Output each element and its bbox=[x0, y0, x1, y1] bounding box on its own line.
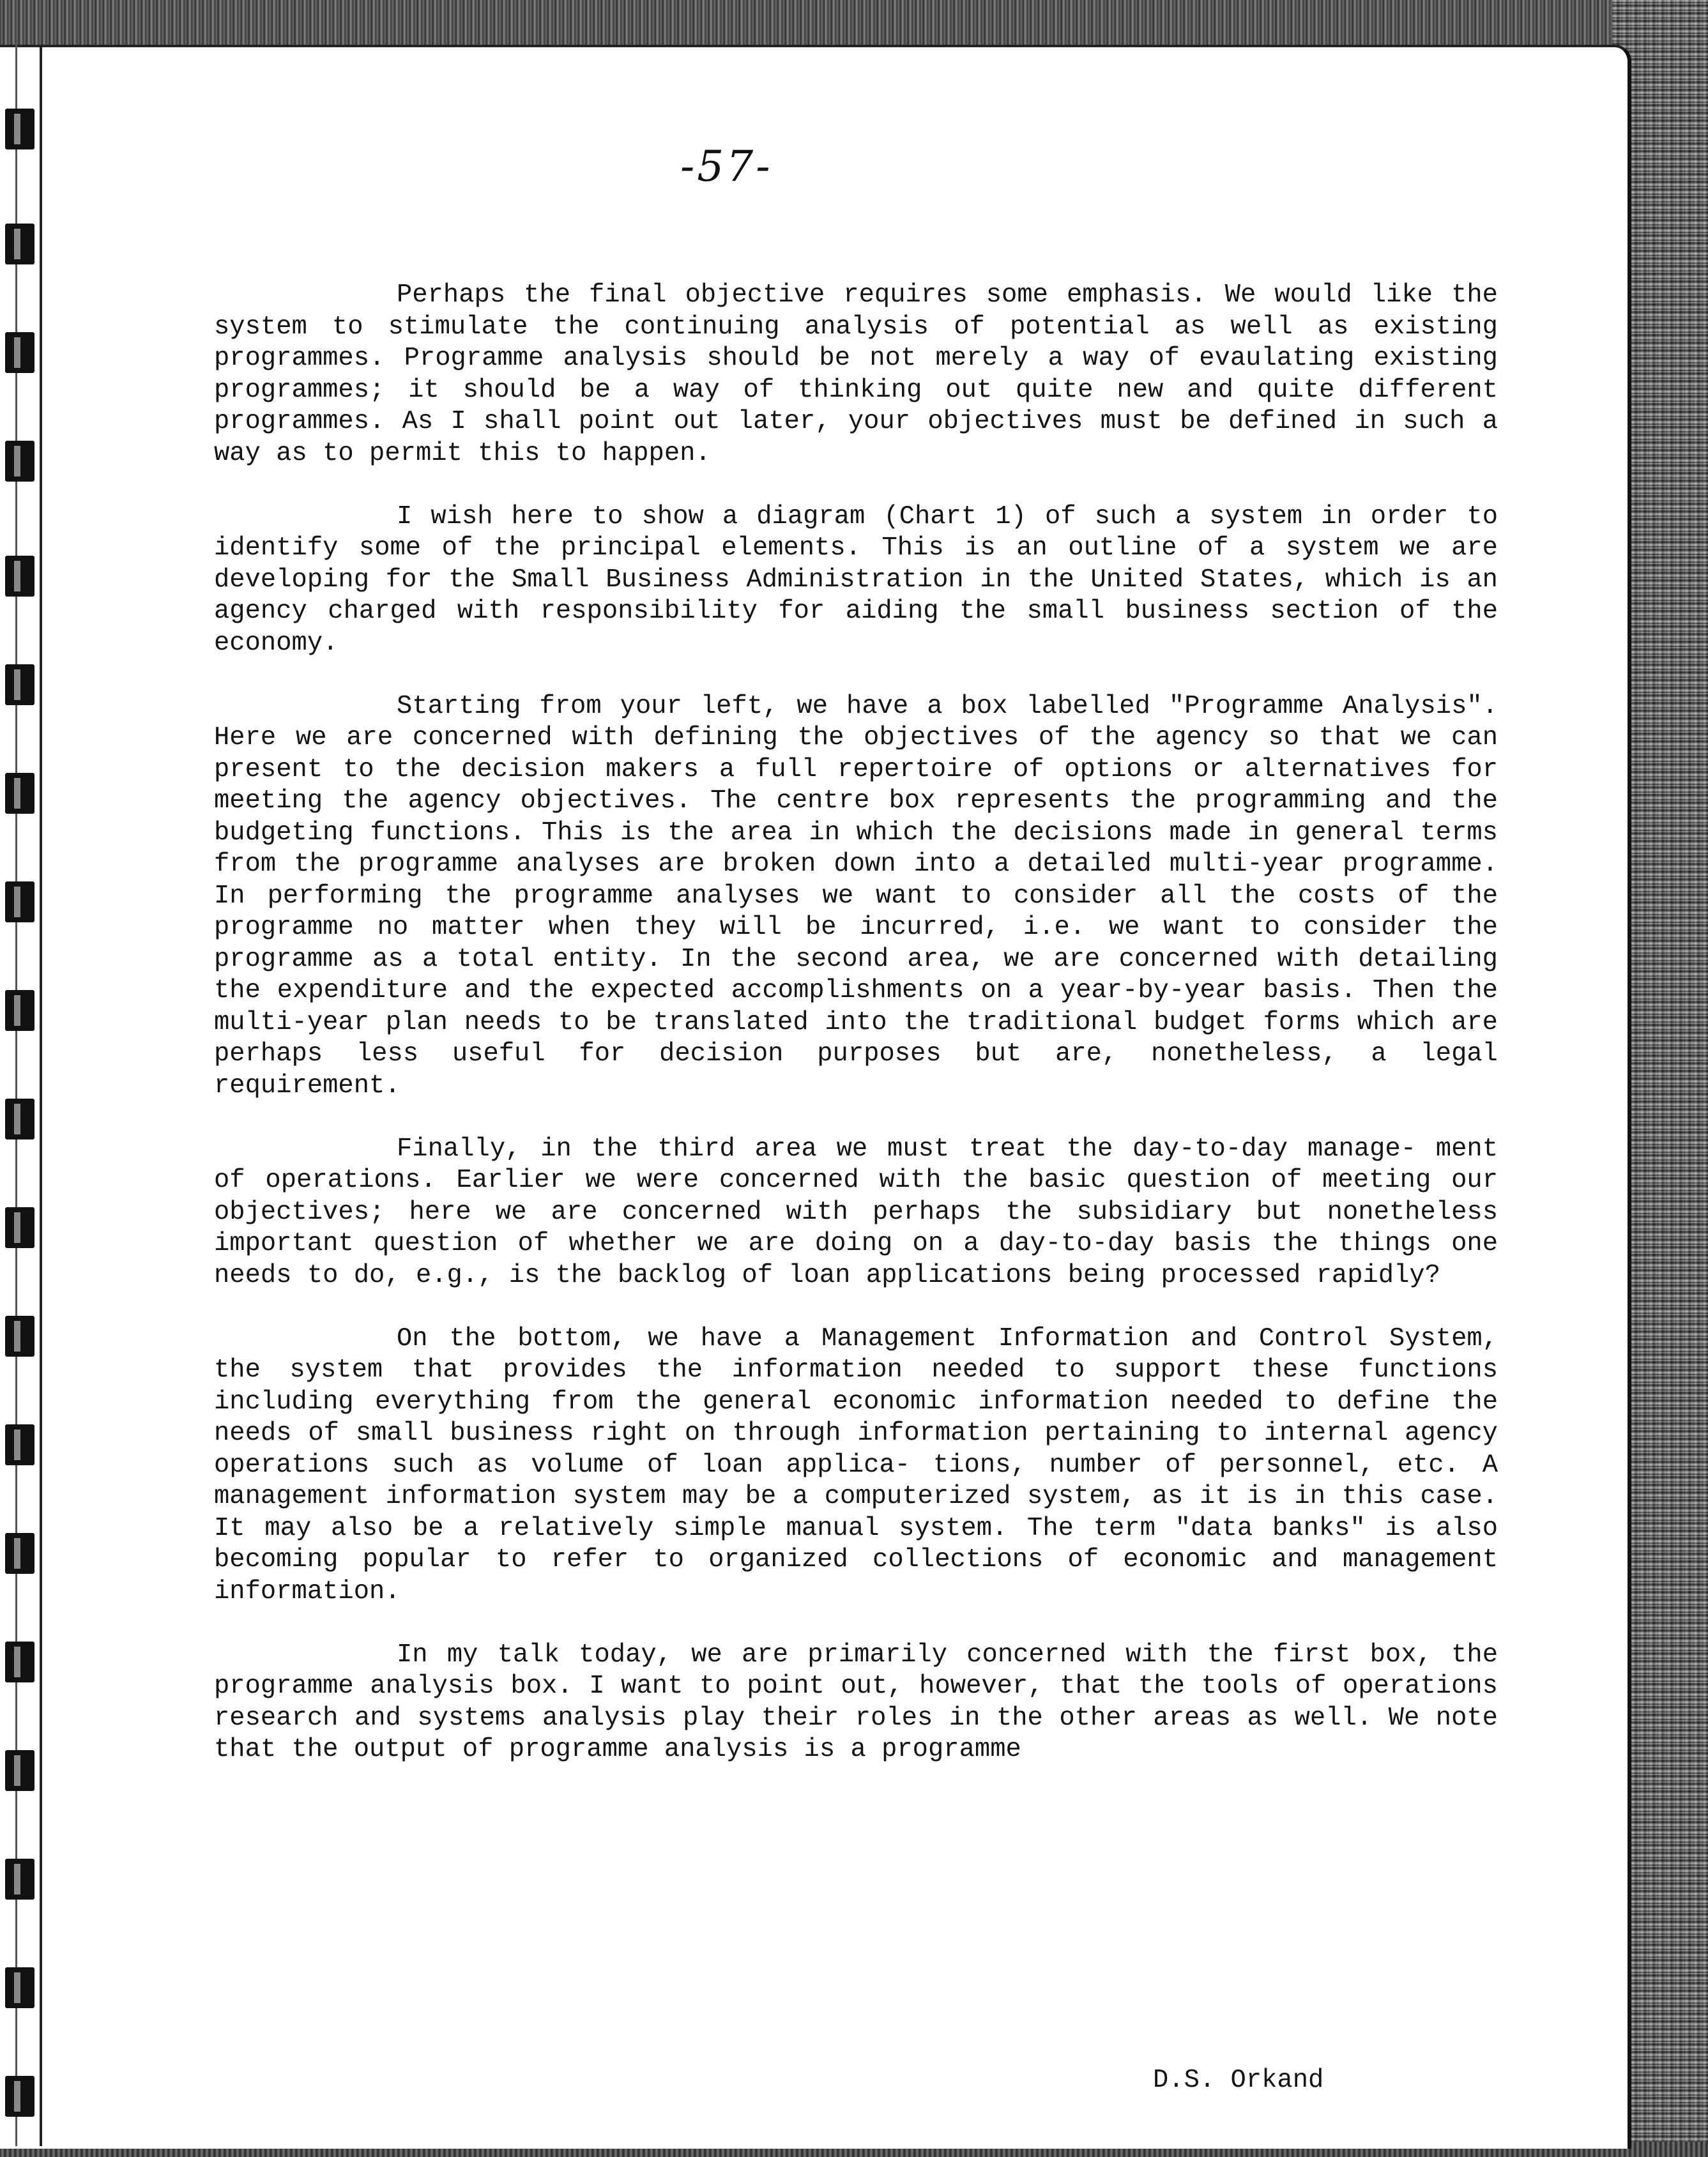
binding-ring bbox=[5, 2076, 34, 2117]
body-text bbox=[214, 280, 1498, 1797]
paragraph: Perhaps the final objective requires some emphasis. We would like the system to stimulate the continuing analysis of potential as well as existing programmes. Programme analysis should be not merely a way of evaulating existing programmes; it should be a way of thinking out quite new and quite different programmes. As I shall point out later, your objectives must be defined in such a way as to permit this to happen. bbox=[214, 280, 1498, 468]
binding-ring bbox=[5, 1207, 34, 1248]
binding-ring bbox=[5, 990, 34, 1031]
binding-ring bbox=[5, 332, 34, 373]
paragraph: I wish here to show a diagram (Chart 1) of such a system in order to identify some of the principal elements. This is an outline of a system we are developing for the Small Business Administration in the United States, which is an agency charged with responsibility for aiding the small business section of the economy. bbox=[214, 501, 1498, 658]
paragraph: Starting from your left, we have a box labelled "Programme Analysis". Here we are concerned with defining the objectives of the agency so that we can present to the decision makers a full repertoire of options or alternatives for meeting the agency objectives. The centre box represents the programming and the budgeting functions. This is the area in which the decisions made in general terms from the programme analyses are broken down into a detailed multi-year programme. In performing the programme analyses we want to consider all the costs of the programme no matter when they will be incurred, i.e. we want to consider the programme as a total entity. In the second area, we are concerned with detailing the expenditure and the expected accomplishments on a year-by-year basis. Then the multi-year plan needs to be translated into the traditional budget forms which are perhaps less useful for decision purposes but are, nonetheless, a legal requirement. bbox=[214, 691, 1498, 1101]
binding-ring bbox=[5, 1967, 34, 2008]
binding-spine bbox=[40, 45, 42, 2146]
binding-ring bbox=[5, 556, 34, 597]
binding-ring bbox=[5, 1750, 34, 1791]
binding-ring bbox=[5, 881, 34, 922]
binding-ring bbox=[5, 1642, 34, 1682]
binding-ring bbox=[5, 773, 34, 814]
binding-ring bbox=[5, 224, 34, 264]
binding-ring bbox=[5, 441, 34, 482]
spiral-binding bbox=[0, 45, 57, 2146]
binding-ring bbox=[5, 109, 34, 149]
author-signature: D.S. Orkand bbox=[1153, 2066, 1324, 2095]
paragraph: In my talk today, we are primarily concerned with the first box, the programme analysis box. I want to point out, however, that the tools of operations research and systems analysis play their roles in the other areas as well. We note that the output of programme analysis is a programme bbox=[214, 1640, 1498, 1764]
paragraph: Finally, in the third area we must treat the day-to-day manage- ment of operations. Earlier we were concerned with the basic question of meeting our objectives; here we are concerned with perhaps the subsidiary but nonetheless important question of whether we are doing on a day-to-day basis the things one needs to do, e.g., is the backlog of loan applications being processed rapidly? bbox=[214, 1134, 1498, 1290]
binding-ring bbox=[5, 1316, 34, 1357]
binding-ring bbox=[5, 1533, 34, 1574]
binding-ring bbox=[5, 664, 34, 705]
paragraph: On the bottom, we have a Management Information and Control System, the system that provides the information needed to support these functions including everything from the general economic information needed to define the needs of small business right on through information pertaining to internal agency operations such as volume of loan applica- tions, number of personnel, etc. A management information system may be a computerized system, as it is in this case. It may also be a relatively simple manual system. The term "data banks" is also becoming popular to refer to organized collections of economic and management information. bbox=[214, 1323, 1498, 1606]
binding-ring bbox=[5, 1099, 34, 1139]
binding-ring bbox=[5, 1859, 34, 1900]
binding-ring bbox=[5, 1424, 34, 1465]
page-number: -57- bbox=[680, 142, 773, 191]
